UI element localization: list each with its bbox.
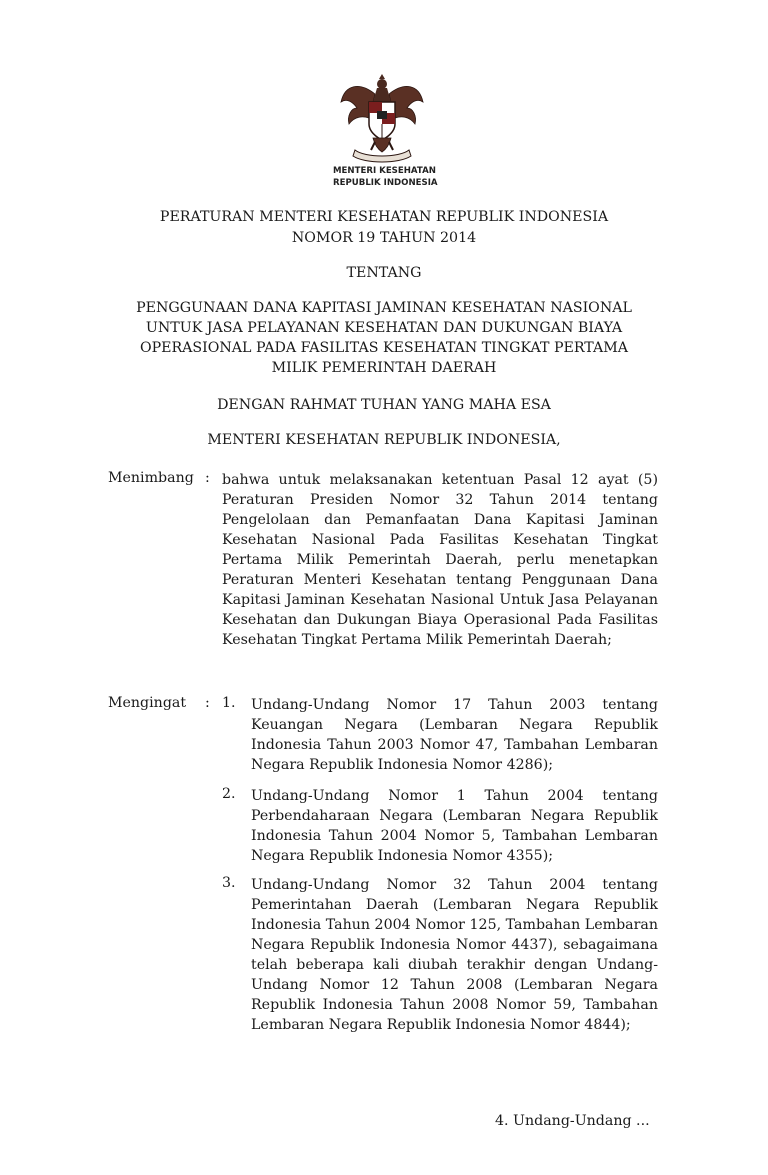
mengingat-item-number: 2. (222, 786, 236, 802)
subject-line: MILIK PEMERINTAH DAERAH (271, 360, 497, 376)
garuda-emblem-icon (335, 72, 430, 172)
regulation-number: NOMOR 19 TAHUN 2014 (291, 230, 477, 246)
page-continuation: 4. Undang-Undang ... (495, 1113, 650, 1129)
emblem-caption-line2: REPUBLIK INDONESIA (333, 178, 438, 188)
emblem-caption-line1: MENTERI KESEHATAN (333, 166, 436, 176)
mengingat-item-number: 3. (222, 875, 236, 891)
mengingat-label: Mengingat (108, 695, 187, 711)
mengingat-item-text: Undang-Undang Nomor 32 Tahun 2004 tentang Pemerintahan Daerah (Lembaran Negara Republik Indonesia Tahun 2004 Nomor 125, Tambahan Lembaran Negara Republik Indonesia Nomor 4437), sebagaimana telah beberapa kali diubah terakhir dengan Undang-Undang Nomor 12 Tahun 2008 (Lembaran Negara Republik Indonesia Tahun 2008 Nomor 59, Tambahan Lembaran Negara Republik Indonesia Nomor 4844); (251, 877, 658, 1033)
subject-line: PENGGUNAAN DANA KAPITASI JAMINAN KESEHATAN NASIONAL (136, 300, 632, 316)
regulation-title: PERATURAN MENTERI KESEHATAN REPUBLIK INDONESIA (159, 209, 609, 225)
mengingat-item-text: Undang-Undang Nomor 17 Tahun 2003 tentang Keuangan Negara (Lembaran Negara Republik Indonesia Tahun 2003 Nomor 47, Tambahan Lembaran Negara Republik Indonesia Nomor 4286); (251, 697, 658, 773)
mengingat-item-text: Undang-Undang Nomor 1 Tahun 2004 tentang Perbendaharaan Negara (Lembaran Negara Republik Indonesia Tahun 2004 Nomor 5, Tambahan Lembaran Negara Republik Indonesia Nomor 4355); (251, 788, 658, 864)
invocation: DENGAN RAHMAT TUHAN YANG MAHA ESA (217, 397, 551, 413)
menimbang-text: bahwa untuk melaksanakan ketentuan Pasal 12 ayat (5) Peraturan Presiden Nomor 32 Tahun 2014 tentang Pengelolaan dan Pemanfaatan Dana Kapitasi Jaminan Kesehatan Nasional Pada Fasilitas Kesehatan Tingkat Pertama Milik Pemerintah Daerah, perlu menetapkan Peraturan Menteri Kesehatan tentang Penggunaan Dana Kapitasi Jaminan Kesehatan Nasional Untuk Jasa Pelayanan Kesehatan dan Dukungan Biaya Operasional Pada Fasilitas Kesehatan Tingkat Pertama Milik Pemerintah Daerah; (222, 472, 658, 648)
subject-line: OPERASIONAL PADA FASILITAS KESEHATAN TINGKAT PERTAMA (139, 340, 629, 356)
authority-line: MENTERI KESEHATAN REPUBLIK INDONESIA, (207, 432, 561, 448)
menimbang-label: Menimbang (108, 470, 194, 486)
subject-line: UNTUK JASA PELAYANAN KESEHATAN DAN DUKUNGAN BIAYA (145, 320, 623, 336)
menimbang-colon: : (205, 470, 210, 486)
tentang-heading: TENTANG (346, 265, 422, 281)
emblem-caption (333, 165, 473, 189)
mengingat-item-number: 1. (222, 695, 236, 711)
mengingat-colon: : (205, 695, 210, 711)
